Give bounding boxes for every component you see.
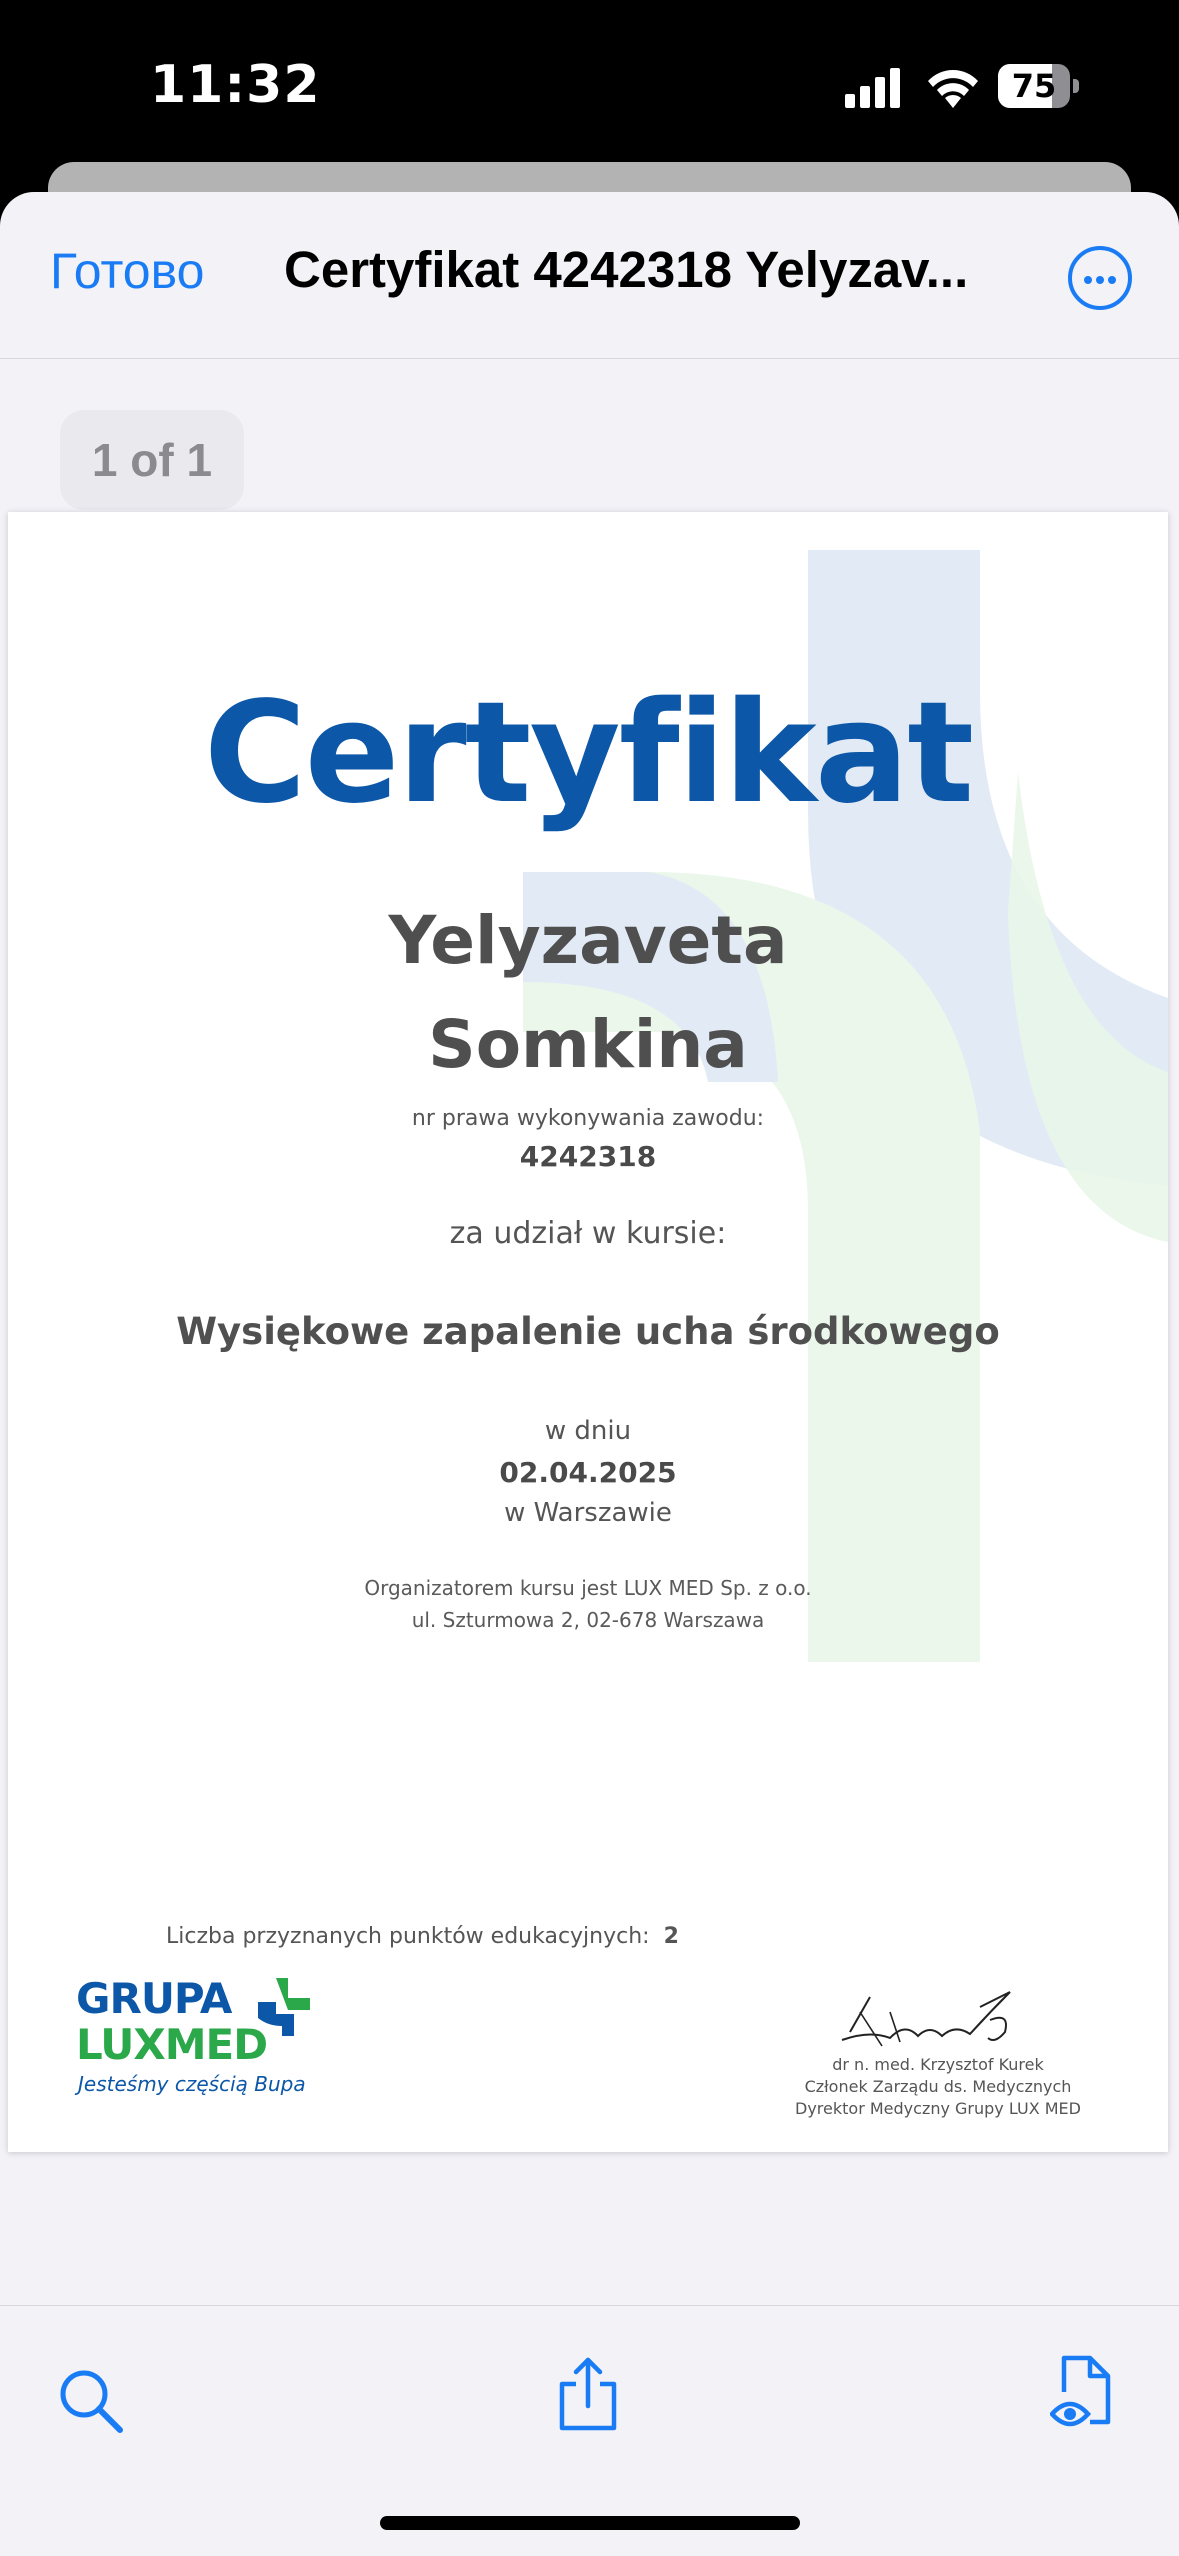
recipient-first-name: Yelyzaveta: [388, 902, 788, 979]
points-label: Liczba przyznanych punktów edukacyjnych:: [166, 1924, 650, 1949]
search-icon[interactable]: [58, 2368, 124, 2434]
page-counter: 1 of 1: [60, 410, 244, 510]
logo-luxmed-text: LUXMED: [76, 2020, 268, 2069]
recipient-last-name: Somkina: [428, 1006, 748, 1083]
document-title: Certyfikat 4242318 Yelyzav...: [284, 241, 969, 298]
license-label: nr prawa wykonywania zawodu:: [411, 1106, 765, 1131]
done-button[interactable]: Готово: [50, 243, 205, 299]
signer-role-2: Dyrektor Medyczny Grupy LUX MED: [795, 2099, 1081, 2118]
status-time: 11:32: [150, 55, 321, 115]
organizer-line-2: ul. Szturmowa 2, 02-678 Warszawa: [411, 1608, 765, 1632]
signer-name: dr n. med. Krzysztof Kurek: [832, 2055, 1044, 2074]
course-date: 02.04.2025: [499, 1456, 677, 1489]
home-indicator[interactable]: [380, 2516, 800, 2530]
date-label: w dniu: [544, 1416, 632, 1446]
logo-grupa-text: GRUPA: [76, 1974, 232, 2023]
course-intro: za udział w kursie:: [449, 1216, 727, 1251]
wifi-icon: [925, 64, 981, 110]
course-name: Wysiękowe zapalenie ucha środkowego: [176, 1310, 1000, 1353]
points-value: 2: [663, 1924, 679, 1949]
course-place: w Warszawie: [504, 1498, 672, 1528]
share-icon[interactable]: [556, 2356, 620, 2432]
battery-icon: [998, 64, 1080, 108]
status-bar: [0, 0, 1179, 160]
battery-level: 75: [1011, 67, 1057, 105]
license-number: 4242318: [519, 1140, 657, 1173]
signer-info: [768, 2054, 1108, 2120]
signer-role-1: Członek Zarządu ds. Medycznych: [804, 2077, 1072, 2096]
document-eye-icon[interactable]: [1050, 2352, 1116, 2432]
education-points: [166, 1924, 679, 1949]
certificate-page[interactable]: [8, 512, 1168, 2152]
document-viewer-sheet: [0, 192, 1179, 2556]
cellular-signal-icon: [845, 66, 909, 110]
ellipsis-circle-icon[interactable]: [1068, 246, 1132, 310]
navigation-bar: [0, 192, 1179, 359]
organizer-line-1: Organizatorem kursu jest LUX MED Sp. z o.o.: [364, 1576, 812, 1600]
certificate-heading: Certyfikat: [203, 672, 973, 835]
logo-tagline: Jesteśmy częścią Bupa: [78, 2072, 306, 2096]
luxmed-cross-logo-icon: [254, 1978, 316, 2040]
